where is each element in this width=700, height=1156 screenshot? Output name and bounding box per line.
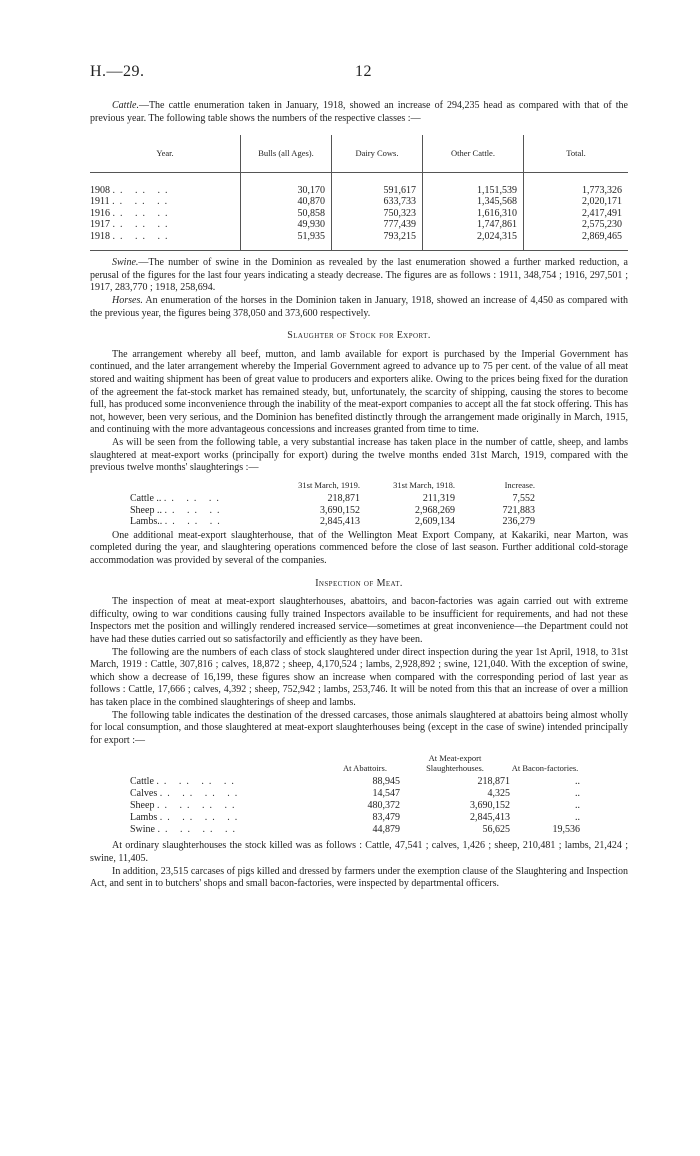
insp-abattoirs: 83,479 — [372, 812, 400, 824]
insp-class: Lambs — [130, 812, 158, 824]
cattle-bulls: 40,870 — [241, 196, 332, 208]
insp-abattoirs: 88,945 — [372, 776, 400, 788]
insp-header-abattoirs: At Abattoirs. — [343, 763, 387, 774]
cattle-year: 1908 — [90, 184, 110, 196]
slaughter-header-increase: Increase. — [504, 479, 535, 490]
insp-abattoirs: 480,372 — [367, 800, 400, 812]
table-row: Lambs .. .. .. .. 83,479 2,845,413 .. — [130, 812, 580, 824]
slaughter-paragraph-3: One additional meat-export slaughterhouse, that of the Wellington Meat Export Company, at Kakariki, near Marton, was completed during the year, and slaughtering operations commenced before the close of last season. Further additional cold-storage accommodation was provided by several of the companies. — [90, 529, 628, 567]
cattle-year: 1917 — [90, 219, 110, 231]
table-row: Cattle .. .. .. .. 218,871 211,319 7,552 — [130, 493, 535, 505]
slaughter-class: Cattle .. — [130, 493, 162, 505]
slaughter-increase: 7,552 — [512, 493, 535, 505]
insp-bacon: .. — [575, 812, 580, 824]
cattle-year: 1918 — [90, 230, 110, 242]
cattle-header-year: Year. — [90, 135, 241, 172]
insp-class: Cattle — [130, 776, 154, 788]
slaughter-paragraph-2: As will be seen from the following table, a very substantial increase has taken place in the number of cattle, sheep, and lambs slaughtered at meat-export works (principally for export) during the twelve months ended 31st March, 1919, compared with the previous twelve months' slaughterings :— — [90, 437, 628, 474]
insp-meat-export: 4,325 — [487, 788, 510, 800]
cattle-text: —The cattle enumeration taken in January, 1918, showed an increase of 294,235 head as compared with that of the previous year. The following table shows the numbers of the respective classes :— — [90, 100, 628, 124]
cattle-total: 1,773,326 — [524, 172, 629, 196]
cattle-table — [90, 135, 628, 251]
slaughter-1918: 211,319 — [422, 493, 455, 505]
table-row: 1917 .. .. .. 49,930 777,439 1,747,861 2,575,230 — [90, 219, 628, 231]
insp-meat-export: 3,690,152 — [470, 800, 510, 812]
cattle-header-other: Other Cattle. — [423, 135, 524, 172]
table-row: 1911 .. .. .. 40,870 633,733 1,345,568 2,020,171 — [90, 196, 628, 208]
inspection-paragraph-3: The following table indicates the destination of the dressed carcases, those animals slaughtered at abattoirs being almost wholly for local consumption, and those slaughtered at meat-export slaughterhouses being (except in the case of swine) intended principally for export :— — [90, 709, 628, 746]
table-row: Sheep .. .. .. .. 480,372 3,690,152 .. — [130, 800, 580, 812]
page-number: 12 — [355, 63, 372, 80]
insp-bacon: .. — [575, 776, 580, 788]
slaughter-1918: 2,609,134 — [415, 516, 455, 528]
insp-meat-export: 218,871 — [477, 776, 510, 788]
cattle-other: 1,151,539 — [423, 172, 524, 196]
cattle-dairy: 633,733 — [332, 196, 423, 208]
page-header — [90, 63, 630, 80]
insp-meat-export: 2,845,413 — [470, 812, 510, 824]
cattle-bulls: 50,858 — [241, 208, 332, 220]
slaughter-header-1918: 31st March, 1918. — [393, 479, 455, 490]
cattle-dairy: 591,617 — [332, 172, 423, 196]
page-content — [90, 100, 628, 891]
cattle-header-total: Total. — [524, 135, 629, 172]
slaughter-1919: 3,690,152 — [320, 504, 360, 516]
section-heading-inspection: Inspection of Meat. — [315, 577, 403, 589]
cattle-other: 1,747,861 — [423, 219, 524, 231]
slaughter-1919: 218,871 — [327, 493, 360, 505]
insp-class: Calves — [130, 788, 158, 800]
cattle-year: 1916 — [90, 207, 110, 219]
inspection-paragraph-2: The following are the numbers of each class of stock slaughtered under direct inspection during the year 1st April, 1918, to 31st March, 1919 : Cattle, 307,816 ; calves, 18,872 ; sheep, 4,170,524 ; lambs, 2,928,892 ; swine, 121,040. With the exception of swine, which show a decrease of 16,199, these figures show an increase when compared with the corresponding period of last year as follows : Cattle, 17,666 ; calves, 4,392 ; sheep, 752,942 ; lambs, 253,746. It will be noted from this that an increase of over a million has taken place in the combined slaughterings of sheep and lambs. — [90, 646, 628, 708]
table-row: Lambs.. .. .. .. 2,845,413 2,609,134 236,279 — [130, 516, 535, 528]
slaughter-increase: 236,279 — [502, 516, 535, 528]
cattle-dairy: 793,215 — [332, 231, 423, 251]
slaughter-table — [130, 479, 535, 528]
slaughter-header-1919: 31st March, 1919. — [298, 479, 360, 490]
swine-text: —The number of swine in the Dominion as revealed by the last enumeration showed a further marked reduction, a perusal of the figures for the last four years indicating a steady decrease. The figures are as follows : 1911, 348,754 ; 1916, 297,501 ; 1917, 283,770 ; 1918, 258,694. — [90, 257, 628, 294]
table-row: Cattle .. .. .. .. 88,945 218,871 .. — [130, 776, 580, 788]
insp-class: Swine — [130, 824, 155, 836]
report-code: H.—29. — [90, 63, 145, 80]
cattle-bulls: 49,930 — [241, 219, 332, 231]
cattle-total: 2,575,230 — [524, 219, 629, 231]
cattle-label: Cattle. — [112, 100, 139, 111]
table-row: Sheep .. .. .. .. 3,690,152 2,968,269 721,883 — [130, 504, 535, 516]
closing-paragraph-1: At ordinary slaughterhouses the stock killed was as follows : Cattle, 47,541 ; calves, 1,426 ; sheep, 210,481 ; lambs, 21,424 ; swine, 11,405. — [90, 840, 628, 864]
cattle-header-dairy: Dairy Cows. — [332, 135, 423, 172]
table-row: 1916 .. .. .. 50,858 750,323 1,616,310 2,417,491 — [90, 208, 628, 220]
cattle-other: 1,345,568 — [423, 196, 524, 208]
cattle-total: 2,020,171 — [524, 196, 629, 208]
table-row: Calves .. .. .. .. 14,547 4,325 .. — [130, 788, 580, 800]
insp-bacon: .. — [575, 800, 580, 812]
cattle-dairy: 750,323 — [332, 208, 423, 220]
cattle-total: 2,869,465 — [524, 231, 629, 251]
horses-label: Horses. — [112, 295, 143, 307]
inspection-paragraph-1: The inspection of meat at meat-export slaughterhouses, abattoirs, and bacon-factories was again carried out with extreme difficulty, owing to war conditions causing fully trained Inspectors available to be insufficient for requirements, and had not these Inspectors met the position and willingly rendered increased service—sometimes at great inconvenience—the Department could not have had these duties carried out so satisfactorily and efficiently as they have been. — [90, 596, 628, 646]
cattle-bulls: 51,935 — [241, 231, 332, 251]
swine-label: Swine. — [112, 257, 139, 269]
cattle-year: 1911 — [90, 196, 110, 208]
closing-paragraph-2: In addition, 23,515 carcases of pigs killed and dressed by farmers under the exemption clause of the Slaughtering and Inspection Act, and sent in to butchers' shops and small bacon-factories, were inspected by departmental officers. — [90, 865, 628, 890]
slaughter-class: Sheep .. — [130, 504, 162, 516]
slaughter-increase: 721,883 — [502, 504, 535, 516]
insp-header-meat-export: At Meat-export Slaughterhouses. — [426, 753, 484, 774]
cattle-dairy: 777,439 — [332, 219, 423, 231]
insp-abattoirs: 14,547 — [372, 788, 400, 800]
insp-abattoirs: 44,879 — [372, 824, 400, 836]
cattle-other: 1,616,310 — [423, 208, 524, 220]
inspection-table — [130, 753, 580, 836]
cattle-paragraph — [90, 100, 628, 125]
horses-paragraph — [90, 295, 628, 320]
table-row: 1908 .. .. .. 30,170 591,617 1,151,539 1,773,326 — [90, 172, 628, 196]
insp-bacon: .. — [575, 788, 580, 800]
insp-meat-export: 56,625 — [482, 824, 510, 836]
insp-class: Sheep — [130, 800, 155, 812]
slaughter-1919: 2,845,413 — [320, 516, 360, 528]
horses-text: An enumeration of the horses in the Dominion taken in January, 1918, showed an increase of 4,450 as compared with the previous year, the figures being 378,050 and 373,600 respectively. — [90, 295, 628, 319]
slaughter-paragraph-1: The arrangement whereby all beef, mutton, and lamb available for export is purchased by the Imperial Government has continued, and the later arrangement whereby the Imperial Government agreed to advance up to 75 per cent. of the value of all meat stored and waiting shipment has been of great value to producers and exporters alike. Owing to the prices being fixed for the duration of the agreement the fat-stock market has remained steady, but, unfortunately, the scarcity of shipping, causing the stores to become full, has produced some inconvenience through the inability of the meat-export companies to accept all the fat stock offering. This has not, however, been very serious, and the Dominion has benefited distinctly through the arrangement made originally in March, 1915, and continuing with the more advantageous concessions and increases granted from time to time. — [90, 348, 628, 436]
cattle-other: 2,024,315 — [423, 231, 524, 251]
slaughter-class: Lambs.. — [130, 516, 163, 528]
insp-header-bacon: At Bacon-factories. — [511, 763, 579, 774]
cattle-total: 2,417,491 — [524, 208, 629, 220]
table-row: Swine .. .. .. .. 44,879 56,625 19,536 — [130, 824, 580, 836]
table-row: 1918 .. .. .. 51,935 793,215 2,024,315 2,869,465 — [90, 231, 628, 251]
cattle-bulls: 30,170 — [241, 172, 332, 196]
insp-bacon: 19,536 — [552, 824, 580, 836]
swine-paragraph — [90, 257, 628, 295]
cattle-header-bulls: Bulls (all Ages). — [241, 135, 332, 172]
section-heading-slaughter: Slaughter of Stock for Export. — [287, 330, 431, 342]
slaughter-1918: 2,968,269 — [415, 504, 455, 516]
